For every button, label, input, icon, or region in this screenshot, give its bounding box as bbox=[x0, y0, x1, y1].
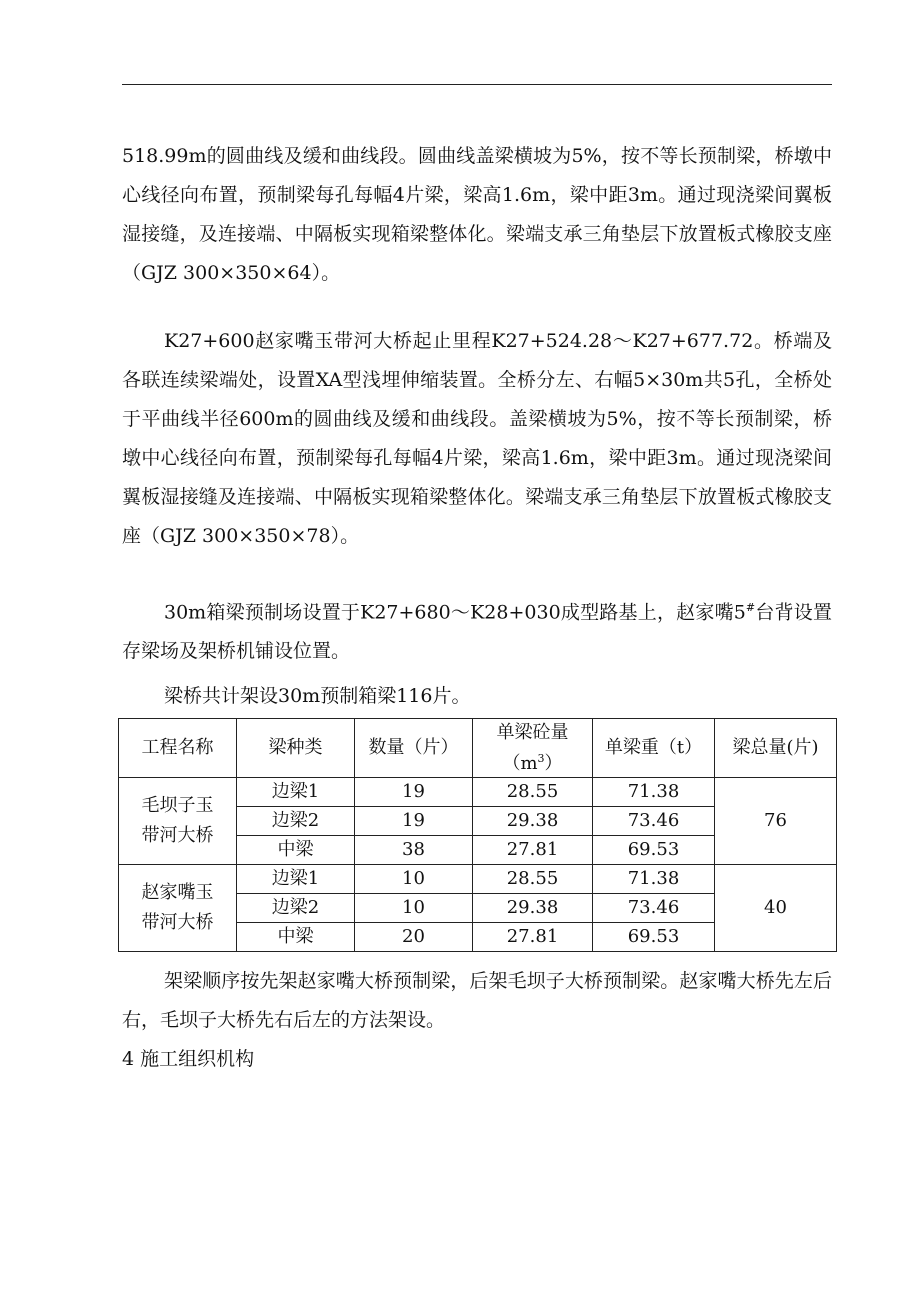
beam-type-cell: 边梁1 bbox=[237, 865, 355, 894]
paragraph-5: 架梁顺序按先架赵家嘴大桥预制梁，后架毛坝子大桥预制梁。赵家嘴大桥先左后右，毛坝子大桥先右后左的方法架设。 bbox=[122, 970, 832, 1031]
header-rule bbox=[122, 84, 832, 85]
count-cell: 10 bbox=[355, 894, 473, 923]
beam-type-cell: 中梁 bbox=[237, 923, 355, 952]
paragraph-3-superscript: # bbox=[745, 601, 756, 614]
bridge-name-cell: 赵家嘴玉 带河大桥 bbox=[119, 865, 237, 952]
table-row bbox=[119, 865, 837, 894]
header-count: 数量（片） bbox=[355, 719, 473, 778]
concrete-cell: 29.38 bbox=[473, 807, 593, 836]
header-weight: 单梁重（t） bbox=[593, 719, 715, 778]
concrete-cell: 27.81 bbox=[473, 836, 593, 865]
header-beam-type: 梁种类 bbox=[237, 719, 355, 778]
header-project-name: 工程名称 bbox=[119, 719, 237, 778]
paragraph-1: 518.99m的圆曲线及缓和曲线段。圆曲线盖梁横坡为5%，按不等长预制梁，桥墩中心线径向布置，预制梁每孔每幅4片梁，梁高1.6m，梁中距3m。通过现浇梁间翼板湿接缝，及连接端、中隔板实现箱梁整体化。梁端支承三角垫层下放置板式橡胶支座（GJZ 300×350×64）。 bbox=[122, 145, 832, 284]
paragraph-3 bbox=[122, 588, 832, 671]
header-concrete-unit: $(m^3)$ bbox=[502, 751, 563, 774]
total-cell: 76 bbox=[715, 778, 837, 865]
beam-type-cell: 边梁1 bbox=[237, 778, 355, 807]
total-cell: 40 bbox=[715, 865, 837, 952]
beam-type-cell: 边梁2 bbox=[237, 807, 355, 836]
paragraph-2: K27+600赵家嘴玉带河大桥起止里程K27+524.28～K27+677.72。桥端及各联连续梁端处，设置XA型浅埋伸缩装置。全桥分左、右幅5×30m共5孔，全桥处于平曲线半径600m的圆曲线及缓和曲线段。盖梁横坡为5%，按不等长预制梁，桥墩中心线径向布置，预制梁每孔每幅4片梁，梁高1.6m，梁中距3m。通过现浇梁间翼板湿接缝及连接端、中隔板实现箱梁整体化。梁端支承三角垫层下放置板式橡胶支座（GJZ 300×350×78）。 bbox=[122, 330, 832, 547]
count-cell: 19 bbox=[355, 778, 473, 807]
concrete-cell: 27.81 bbox=[473, 923, 593, 952]
count-cell: 19 bbox=[355, 807, 473, 836]
table-header-row bbox=[119, 719, 837, 778]
beam-table bbox=[118, 718, 837, 952]
weight-cell: 73.46 bbox=[593, 807, 715, 836]
concrete-cell: 28.55 bbox=[473, 778, 593, 807]
header-total: 梁总量(片) bbox=[715, 719, 837, 778]
weight-cell: 71.38 bbox=[593, 778, 715, 807]
weight-cell: 69.53 bbox=[593, 836, 715, 865]
beam-type-cell: 中梁 bbox=[237, 836, 355, 865]
table-row bbox=[119, 778, 837, 807]
concrete-cell: 28.55 bbox=[473, 865, 593, 894]
weight-cell: 73.46 bbox=[593, 894, 715, 923]
weight-cell: 69.53 bbox=[593, 923, 715, 952]
header-concrete bbox=[473, 719, 593, 778]
weight-cell: 71.38 bbox=[593, 865, 715, 894]
beam-type-cell: 边梁2 bbox=[237, 894, 355, 923]
count-cell: 38 bbox=[355, 836, 473, 865]
paragraph-3-part-a: 30m箱梁预制场设置于K27+680～K28+030成型路基上，赵家嘴5 bbox=[164, 601, 746, 624]
header-concrete-label: 单梁砼量 bbox=[496, 721, 569, 743]
count-cell: 20 bbox=[355, 923, 473, 952]
bridge-name-cell: 毛坝子玉 带河大桥 bbox=[119, 778, 237, 865]
concrete-cell: 29.38 bbox=[473, 894, 593, 923]
section-heading: 4 施工组织机构 bbox=[122, 1048, 255, 1070]
paragraph-4: 梁桥共计架设30m预制箱梁116片。 bbox=[164, 685, 471, 707]
paragraph-3-part-b: 台背设置存梁场及架桥机铺设位置。 bbox=[122, 601, 832, 663]
count-cell: 10 bbox=[355, 865, 473, 894]
